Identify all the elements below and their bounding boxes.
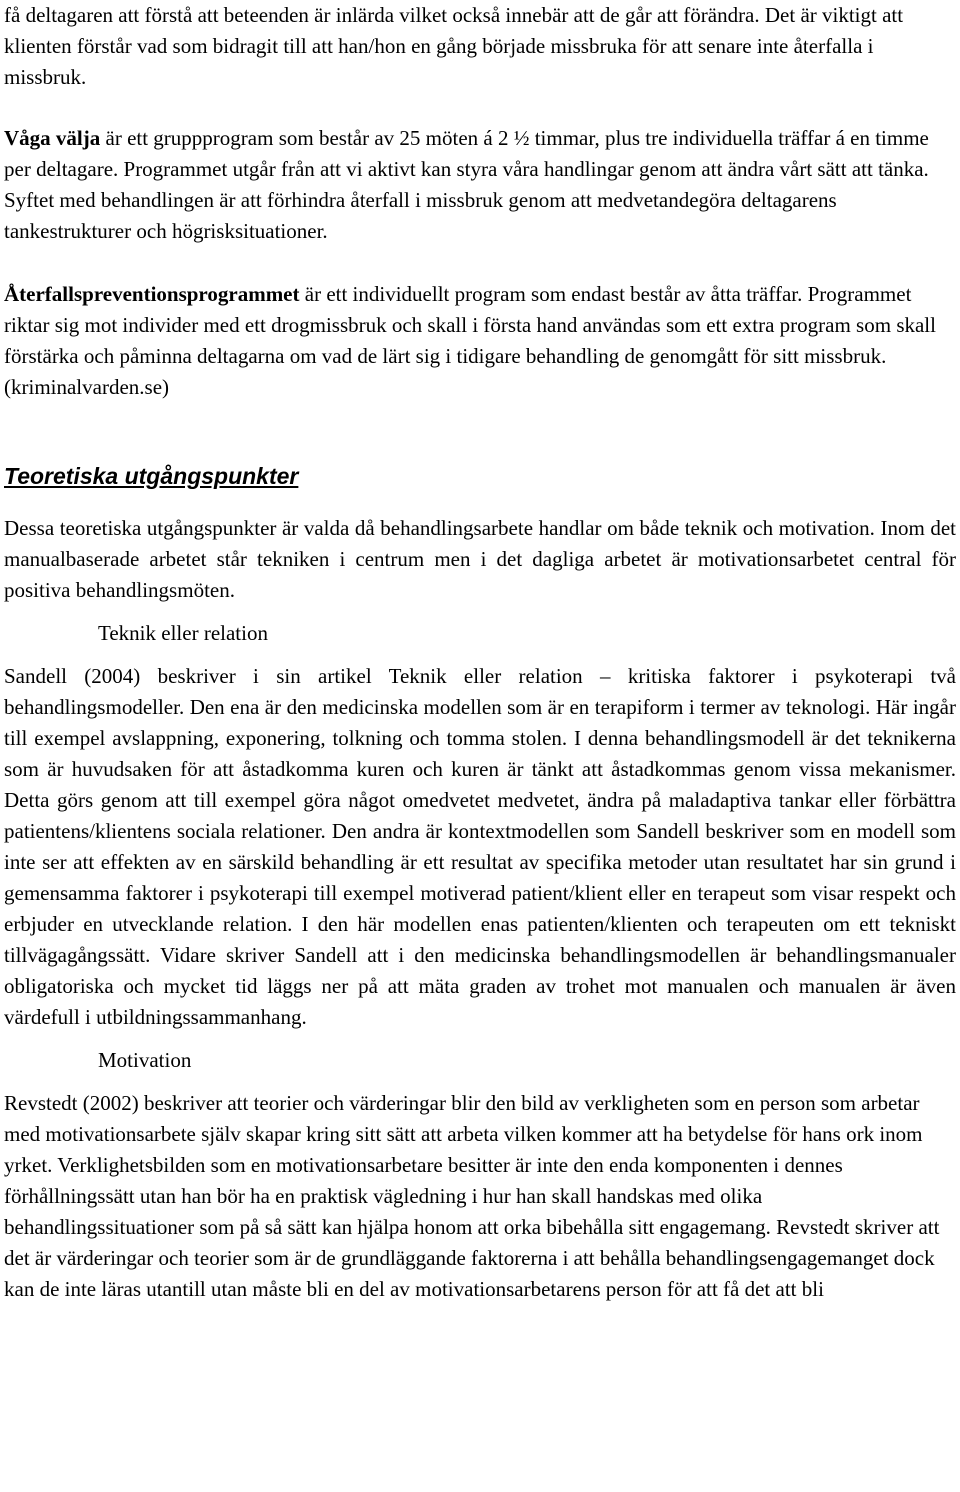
paragraph-sandell: Sandell (2004) beskriver i sin artikel Teknik eller relation – kritiska faktorer i psykoterapi två behandlingsmodeller. Den ena är den medicinska modellen som är en terapiform i termer av teknologi. Här ingår till exempel avslappning, exponering, tolkning och tomma stolen. I denna behandlingsmodell är det teknikerna som är huvudsaken för att åstadkomma kuren och kuren är tänkt att åstadkommas genom vissa mekanismer. Detta görs genom att till exempel göra något omedvetet medvetet, ändra på maladaptiva tankar eller förbättra patientens/klientens sociala relationer. Den andra är kontextmodellen som Sandell beskriver som en modell som inte ser att effekten av en särskild behandling är ett resultat av specifika metoder utan resultatet har sin grund i gemensamma faktorer i psykoterapi till exempel motiverad patient/klient eller en terapeut som visar respekt och erbjuder en utvecklande relation. I den här modellen enas patienten/klienten och terapeuten om ett tekniskt tillvägagångssätt. Vidare skriver Sandell att i den medicinska behandlingsmodellen är behandlingsmanualer obligatoriska och mycket tid läggs ner på att mäta graden av trohet mot manualen och manualen är även värdefull i utbildningssammanhang. [4, 664, 956, 1029]
paragraph-theory-intro: Dessa teoretiska utgångspunkter är valda då behandlingsarbete handlar om både teknik och motivation. Inom det manualbaserade arbetet står tekniken i centrum men i det dagliga arbetet är motivationsarbetet central för positiva behandlingsmöten. [4, 516, 956, 602]
paragraph-intro: få deltagaren att förstå att beteenden är inlärda vilket också innebär att de går att förändra. Det är viktigt att klienten förstår vad som bidragit till att han/hon en gång började missbruka för att senare inte återfalla i missbruk. [4, 3, 904, 89]
subheading-teknik: Teknik eller relation [98, 621, 268, 645]
paragraph-aterfall-text: är ett individuellt program som endast består av åtta träffar. Programmet riktar sig mot individer med ett drogmissbruk och skall i första hand användas som ett extra program som skall förstärka och påminna deltagarna om vad de lärt sig i tidigare behandling de genomgått för sitt missbruk. (kriminalvarden.se) [4, 282, 936, 399]
document-page [4, 0, 956, 1305]
program-name-vaga-valja: Våga välja [4, 126, 101, 150]
program-name-aterfall: Återfallspreventionsprogrammet [4, 282, 300, 306]
section-heading: Teoretiska utgångspunkter [4, 463, 299, 489]
subheading-motivation: Motivation [98, 1048, 192, 1072]
paragraph-vaga-valja [4, 123, 956, 247]
paragraph-revstedt: Revstedt (2002) beskriver att teorier och värderingar blir den bild av verkligheten som en person som arbetar med motivationsarbete själv skapar kring sitt sätt att arbeta vilken kommer att ha betydelse för hans ork inom yrket. Verklighetsbilden som en motivationsarbetare besitter är inte den enda komponenten i dennes förhållningssätt utan han bör ha en praktisk vägledning i hur han skall handskas med olika behandlingssituationer som på så sätt kan hjälpa honom att orka bibehålla sitt engagemang. Revstedt skriver att det är värderingar och teorier som är de grundläggande faktorerna i att behålla behandlingsengagemanget dock kan de inte läras utantill utan måste bli en del av motivationsarbetarens person för att få det att bli [4, 1091, 940, 1301]
paragraph-vaga-valja-text: är ett gruppprogram som består av 25 möten á 2 ½ timmar, plus tre individuella träffar á en timme per deltagare. Programmet utgår från att vi aktivt kan styra våra handlingar genom att ändra vårt sätt att tänka. Syftet med behandlingen är att förhindra återfall i missbruk genom att medvetandegöra deltagarens tankestrukturer och högrisksituationer. [4, 126, 929, 243]
paragraph-aterfall [4, 279, 956, 403]
